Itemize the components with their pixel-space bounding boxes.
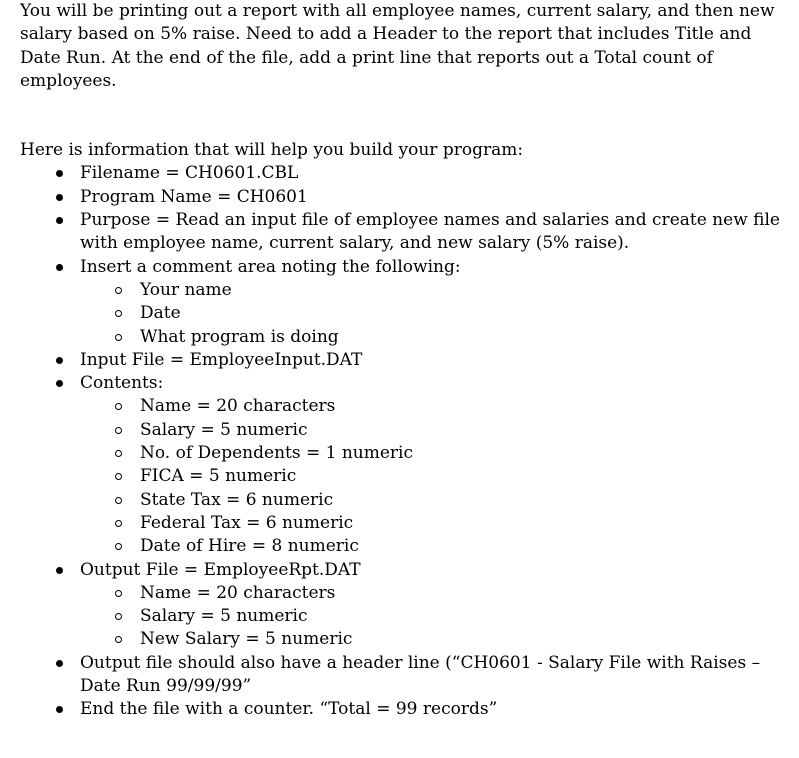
bullet-item (20, 209, 790, 256)
document (20, 0, 790, 722)
sub-bullet-item: Name = 20 characters (80, 582, 790, 605)
sub-bullet-item: State Tax = 6 numeric (80, 489, 790, 512)
sub-bullet-item: New Salary = 5 numeric (80, 628, 790, 651)
bullet-item (20, 186, 790, 209)
bullet-text: Output File = EmployeeRpt.DAT (80, 559, 361, 580)
sub-bullet-item: Salary = 5 numeric (80, 419, 790, 442)
sub-list (80, 582, 790, 652)
sub-bullet-item: Name = 20 characters (80, 395, 790, 418)
sub-bullet-item: Salary = 5 numeric (80, 605, 790, 628)
bullet-text: End the file with a counter. “Total = 99 records” (80, 699, 498, 720)
sub-bullet-item: FICA = 5 numeric (80, 465, 790, 488)
bullet-item (20, 256, 790, 349)
sub-bullet-item: Federal Tax = 6 numeric (80, 512, 790, 535)
sub-bullet-item: Date (80, 302, 790, 325)
bullet-text: Input File = EmployeeInput.DAT (80, 349, 363, 370)
bullet-item (20, 652, 790, 699)
bullet-item (20, 698, 790, 721)
sub-bullet-item: Date of Hire = 8 numeric (80, 535, 790, 558)
bullet-text: Contents: (80, 373, 164, 394)
bullet-text: Insert a comment area noting the following: (80, 256, 461, 277)
bullet-text: Filename = CH0601.CBL (80, 163, 299, 184)
bullet-text: Program Name = CH0601 (80, 186, 308, 207)
sub-bullet-item: What program is doing (80, 326, 790, 349)
sub-bullet-item: No. of Dependents = 1 numeric (80, 442, 790, 465)
intro-paragraph: You will be printing out a report with all employee names, current salary, and then new salary based on 5% raise. Need to add a Header to the report that includes Title and Date Run. At the end of the file, add a print line that reports out a Total count of employees. (20, 1, 775, 91)
info-heading: Here is information that will help you build your program: (20, 140, 524, 161)
bullet-item (20, 349, 790, 372)
bullet-text: Output file should also have a header line (“CH0601 - Salary File with Raises – Date Run 99/99/99” (80, 652, 761, 697)
sub-list (80, 395, 790, 558)
bullet-item (20, 162, 790, 185)
sub-bullet-item: Your name (80, 279, 790, 302)
bullet-text: Purpose = Read an input file of employee names and salaries and create new file with employee name, current salary, and new salary (5% raise). (80, 210, 780, 254)
bullet-item (20, 372, 790, 558)
bullet-item (20, 559, 790, 652)
sub-list (80, 279, 790, 349)
requirements-list (20, 162, 790, 721)
